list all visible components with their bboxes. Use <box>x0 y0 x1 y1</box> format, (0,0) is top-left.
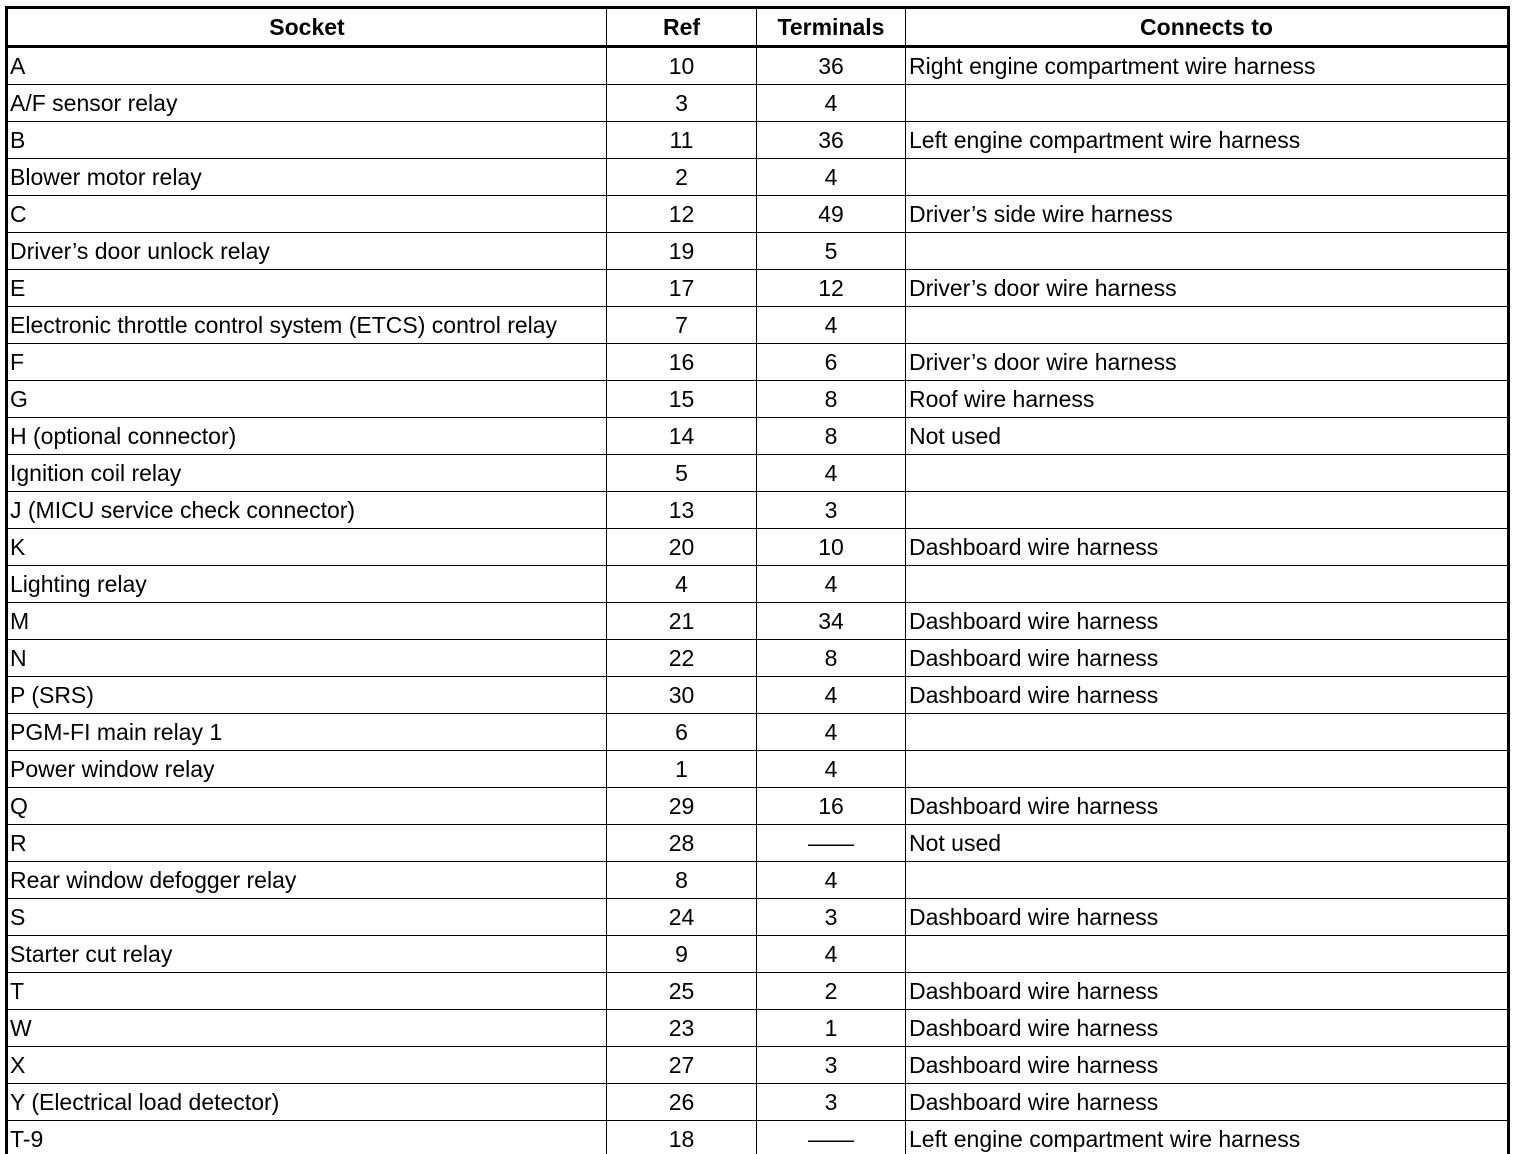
cell-socket: A/F sensor relay <box>7 85 607 122</box>
cell-terminals: 3 <box>757 492 906 529</box>
table-row <box>7 159 1509 196</box>
cell-ref: 13 <box>607 492 757 529</box>
cell-connects-to <box>906 862 1509 899</box>
table-row <box>7 418 1509 455</box>
cell-socket: Blower motor relay <box>7 159 607 196</box>
table-row <box>7 85 1509 122</box>
table-row <box>7 825 1509 862</box>
header-row <box>7 8 1509 47</box>
header-terminals: Terminals <box>757 8 906 47</box>
cell-socket: G <box>7 381 607 418</box>
table-row <box>7 122 1509 159</box>
cell-connects-to <box>906 455 1509 492</box>
cell-ref: 19 <box>607 233 757 270</box>
cell-socket: X <box>7 1047 607 1084</box>
cell-connects-to: Driver’s door wire harness <box>906 344 1509 381</box>
table-row <box>7 751 1509 788</box>
cell-socket: Ignition coil relay <box>7 455 607 492</box>
cell-ref: 4 <box>607 566 757 603</box>
cell-socket: Driver’s door unlock relay <box>7 233 607 270</box>
table-row <box>7 862 1509 899</box>
cell-socket: Y (Electrical load detector) <box>7 1084 607 1121</box>
table-row <box>7 714 1509 751</box>
cell-connects-to <box>906 936 1509 973</box>
cell-ref: 3 <box>607 85 757 122</box>
cell-ref: 29 <box>607 788 757 825</box>
cell-terminals: 4 <box>757 566 906 603</box>
cell-socket: J (MICU service check connector) <box>7 492 607 529</box>
cell-socket: F <box>7 344 607 381</box>
cell-socket: T-9 <box>7 1121 607 1154</box>
cell-terminals: 4 <box>757 714 906 751</box>
cell-connects-to <box>906 751 1509 788</box>
cell-terminals: 4 <box>757 936 906 973</box>
cell-connects-to <box>906 159 1509 196</box>
cell-ref: 9 <box>607 936 757 973</box>
cell-terminals: 8 <box>757 640 906 677</box>
cell-ref: 30 <box>607 677 757 714</box>
cell-socket: K <box>7 529 607 566</box>
cell-connects-to <box>906 714 1509 751</box>
cell-ref: 1 <box>607 751 757 788</box>
cell-socket: Electronic throttle control system (ETCS) control relay <box>7 307 607 344</box>
cell-connects-to: Not used <box>906 418 1509 455</box>
table-row <box>7 455 1509 492</box>
cell-connects-to: Dashboard wire harness <box>906 529 1509 566</box>
table-row <box>7 1084 1509 1121</box>
cell-connects-to: Dashboard wire harness <box>906 603 1509 640</box>
cell-terminals: 4 <box>757 751 906 788</box>
cell-terminals: 4 <box>757 677 906 714</box>
cell-socket: PGM-FI main relay 1 <box>7 714 607 751</box>
table-row <box>7 233 1509 270</box>
cell-socket: P (SRS) <box>7 677 607 714</box>
cell-terminals: 4 <box>757 85 906 122</box>
cell-socket: Q <box>7 788 607 825</box>
cell-terminals: 8 <box>757 418 906 455</box>
cell-socket: B <box>7 122 607 159</box>
cell-socket: E <box>7 270 607 307</box>
cell-ref: 5 <box>607 455 757 492</box>
cell-socket: Power window relay <box>7 751 607 788</box>
table-row <box>7 196 1509 233</box>
cell-terminals: 12 <box>757 270 906 307</box>
cell-ref: 10 <box>607 47 757 85</box>
cell-connects-to <box>906 85 1509 122</box>
table-row <box>7 1010 1509 1047</box>
cell-terminals: 3 <box>757 1084 906 1121</box>
cell-connects-to <box>906 492 1509 529</box>
cell-socket: A <box>7 47 607 85</box>
cell-ref: 14 <box>607 418 757 455</box>
socket-table <box>5 6 1510 1154</box>
cell-ref: 15 <box>607 381 757 418</box>
cell-terminals: 3 <box>757 899 906 936</box>
cell-terminals: 4 <box>757 307 906 344</box>
cell-terminals: 4 <box>757 862 906 899</box>
table-row <box>7 936 1509 973</box>
cell-connects-to: Right engine compartment wire harness <box>906 47 1509 85</box>
cell-connects-to: Dashboard wire harness <box>906 1010 1509 1047</box>
cell-ref: 18 <box>607 1121 757 1154</box>
cell-terminals: 6 <box>757 344 906 381</box>
cell-connects-to: Dashboard wire harness <box>906 899 1509 936</box>
table-row <box>7 603 1509 640</box>
cell-ref: 20 <box>607 529 757 566</box>
cell-connects-to <box>906 307 1509 344</box>
cell-socket: H (optional connector) <box>7 418 607 455</box>
cell-socket: N <box>7 640 607 677</box>
cell-connects-to: Dashboard wire harness <box>906 677 1509 714</box>
header-connects-to: Connects to <box>906 8 1509 47</box>
cell-socket: C <box>7 196 607 233</box>
cell-socket: Rear window defogger relay <box>7 862 607 899</box>
table-row <box>7 566 1509 603</box>
cell-socket: Starter cut relay <box>7 936 607 973</box>
cell-terminals: 3 <box>757 1047 906 1084</box>
cell-ref: 25 <box>607 973 757 1010</box>
cell-ref: 17 <box>607 270 757 307</box>
cell-connects-to: Roof wire harness <box>906 381 1509 418</box>
cell-connects-to: Left engine compartment wire harness <box>906 122 1509 159</box>
cell-socket: W <box>7 1010 607 1047</box>
table-row <box>7 381 1509 418</box>
table-row <box>7 640 1509 677</box>
cell-socket: T <box>7 973 607 1010</box>
cell-terminals: 4 <box>757 159 906 196</box>
table-header <box>7 8 1509 47</box>
cell-ref: 16 <box>607 344 757 381</box>
cell-ref: 24 <box>607 899 757 936</box>
table-row <box>7 899 1509 936</box>
cell-terminals: 8 <box>757 381 906 418</box>
table-row <box>7 1047 1509 1084</box>
cell-terminals: 10 <box>757 529 906 566</box>
cell-ref: 2 <box>607 159 757 196</box>
table-body <box>7 47 1509 1154</box>
cell-connects-to: Dashboard wire harness <box>906 1047 1509 1084</box>
cell-terminals: —— <box>757 1121 906 1154</box>
cell-terminals: 5 <box>757 233 906 270</box>
cell-ref: 23 <box>607 1010 757 1047</box>
cell-connects-to: Dashboard wire harness <box>906 1084 1509 1121</box>
table-row <box>7 47 1509 85</box>
cell-ref: 7 <box>607 307 757 344</box>
cell-terminals: 34 <box>757 603 906 640</box>
cell-terminals: 49 <box>757 196 906 233</box>
table-row <box>7 973 1509 1010</box>
table-row <box>7 344 1509 381</box>
cell-connects-to: Driver’s door wire harness <box>906 270 1509 307</box>
cell-terminals: 1 <box>757 1010 906 1047</box>
cell-socket: S <box>7 899 607 936</box>
cell-terminals: 16 <box>757 788 906 825</box>
cell-terminals: 36 <box>757 122 906 159</box>
header-socket: Socket <box>7 8 607 47</box>
cell-socket: R <box>7 825 607 862</box>
cell-connects-to <box>906 566 1509 603</box>
cell-ref: 28 <box>607 825 757 862</box>
cell-connects-to: Dashboard wire harness <box>906 640 1509 677</box>
cell-ref: 11 <box>607 122 757 159</box>
cell-connects-to <box>906 233 1509 270</box>
cell-terminals: 4 <box>757 455 906 492</box>
cell-terminals: 2 <box>757 973 906 1010</box>
cell-ref: 26 <box>607 1084 757 1121</box>
cell-ref: 6 <box>607 714 757 751</box>
header-ref: Ref <box>607 8 757 47</box>
cell-ref: 27 <box>607 1047 757 1084</box>
cell-ref: 21 <box>607 603 757 640</box>
cell-socket: M <box>7 603 607 640</box>
cell-connects-to: Not used <box>906 825 1509 862</box>
table-row <box>7 307 1509 344</box>
table-row <box>7 1121 1509 1154</box>
cell-ref: 8 <box>607 862 757 899</box>
table-row <box>7 677 1509 714</box>
cell-connects-to: Dashboard wire harness <box>906 973 1509 1010</box>
table-row <box>7 788 1509 825</box>
cell-ref: 22 <box>607 640 757 677</box>
table-row <box>7 492 1509 529</box>
cell-connects-to: Left engine compartment wire harness <box>906 1121 1509 1154</box>
cell-socket: Lighting relay <box>7 566 607 603</box>
cell-connects-to: Driver’s side wire harness <box>906 196 1509 233</box>
cell-terminals: 36 <box>757 47 906 85</box>
table-row <box>7 529 1509 566</box>
table-row <box>7 270 1509 307</box>
cell-connects-to: Dashboard wire harness <box>906 788 1509 825</box>
cell-ref: 12 <box>607 196 757 233</box>
cell-terminals: —— <box>757 825 906 862</box>
